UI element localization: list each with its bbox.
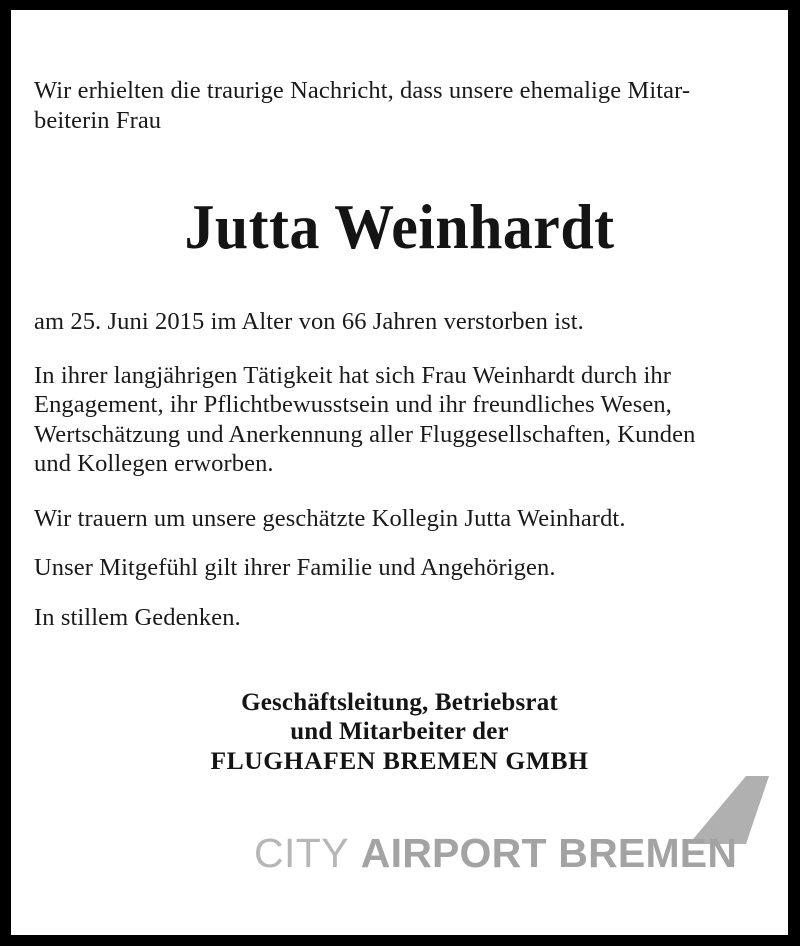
notice-card [11,10,788,935]
mourning-line: Wir trauern um unsere geschätzte Kollegin Jutta Weinhardt. [34,504,626,532]
signature-line-3: FLUGHAFEN BREMEN GMBH [210,746,589,775]
sympathy-line: Unser Mitgefühl gilt ihrer Familie und Angehörigen. [34,554,556,581]
signature-line-1: Geschäftsleitung, Betriebsrat [241,689,558,716]
intro-line-1: Wir erhielten die traurige Nachricht, dass unsere ehemalige Mitar- [34,77,691,104]
tribute-line-2: Engagement, ihr Pflichtbewusstsein und ihr freundliches Wesen, [34,391,672,418]
tribute-line-3: Wertschätzung und Anerkennung aller Fluggesellschaften, Kunden [34,420,696,448]
intro-text [34,10,765,136]
city-airport-bremen-logo [226,763,746,883]
logo-wordmark [254,831,737,875]
deceased-name: Jutta Weinhardt [184,192,615,262]
tribute-line-4: und Kollegen erworben. [34,450,274,477]
intro-line-2: beiterin Frau [34,107,162,134]
signature-block [34,632,765,775]
silence-line: In stillem Gedenken. [34,603,241,631]
signature-line-2: und Mitarbeiter der [290,718,509,745]
logo-word-airport-bremen: AIRPORT BREMEN [360,830,738,876]
date-of-death-line: am 25. Juni 2015 im Alter von 66 Jahren verstorben ist. [34,308,584,335]
logo-word-city: CITY [254,830,349,876]
tribute-paragraph [34,337,765,479]
tribute-line-1: In ihrer langjährigen Tätigkeit hat sich Frau Weinhardt durch ihr [34,361,672,389]
